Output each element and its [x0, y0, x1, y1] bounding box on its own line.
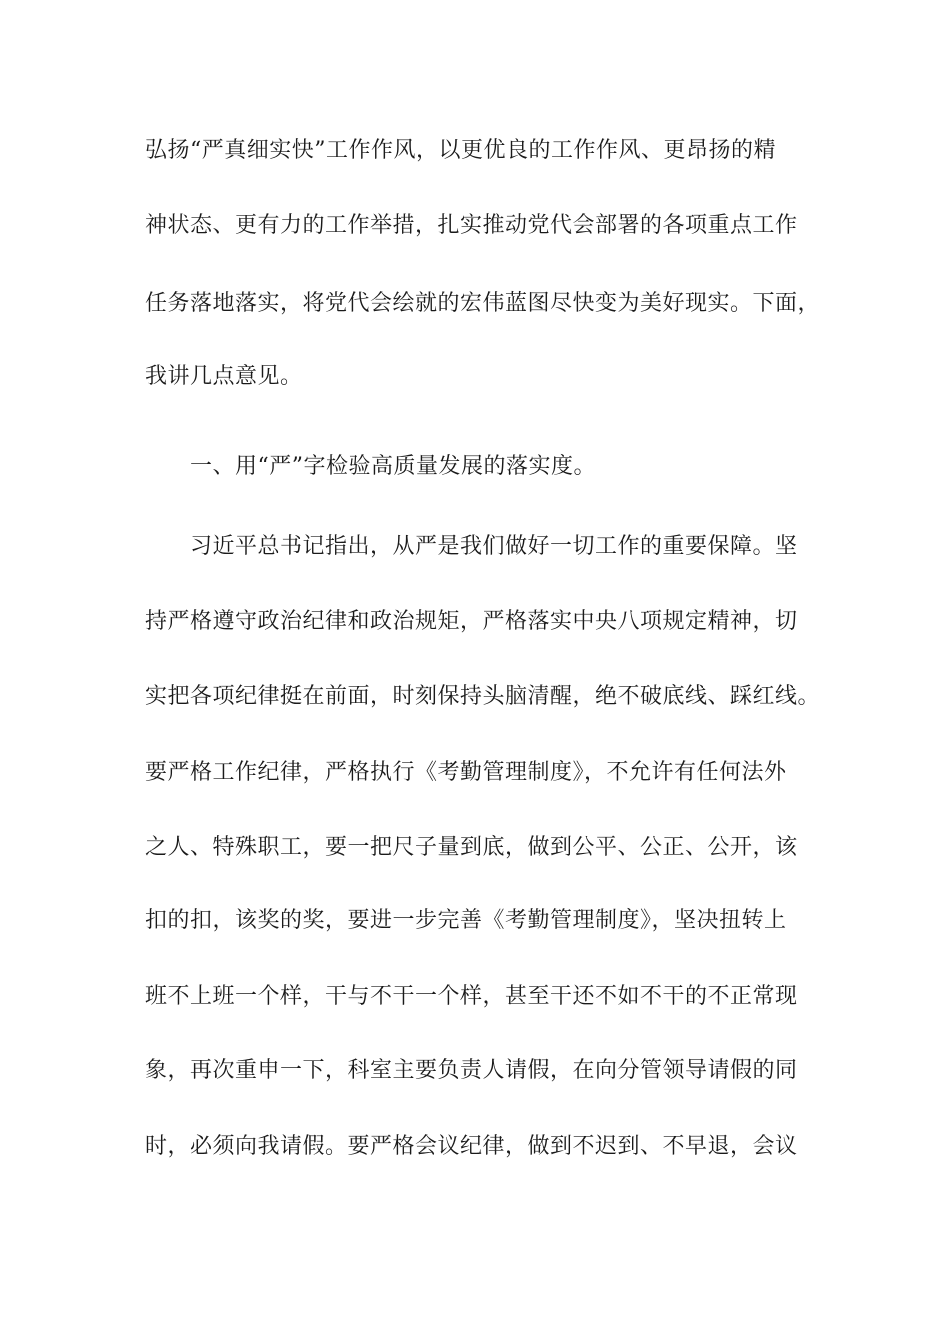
- text-line: 习近平总书记指出，从严是我们做好一切工作的重要保障。坚: [190, 534, 798, 559]
- text-line: 扣的扣，该奖的奖，要进一步完善《考勤管理制度》，坚决扭转上: [145, 908, 787, 933]
- text-line: 象，再次重申一下，科室主要负责人请假，在向分管领导请假的同: [145, 1058, 798, 1083]
- text-line: 任务落地落实，将党代会绘就的宏伟蓝图尽快变为美好现实。下面，: [145, 291, 821, 316]
- text-line: 时，必须向我请假。要严格会议纪律，做到不迟到、不早退，会议: [145, 1134, 798, 1159]
- section-heading: 一、用“严”字检验高质量发展的落实度。: [190, 454, 596, 479]
- text-line: 之人、特殊职工，要一把尺子量到底，做到公平、公正、公开，该: [145, 835, 798, 860]
- text-line: 持严格遵守政治纪律和政治规矩，严格落实中央八项规定精神，切: [145, 609, 798, 634]
- text-line: 我讲几点意见。: [145, 364, 303, 389]
- text-line: 班不上班一个样，干与不干一个样，甚至干还不如不干的不正常现: [145, 984, 798, 1009]
- text-line: 神状态、更有力的工作举措，扎实推动党代会部署的各项重点工作: [145, 213, 798, 238]
- text-line: 要严格工作纪律，严格执行《考勤管理制度》，不允许有任何法外: [145, 760, 787, 785]
- text-line: 实把各项纪律挺在前面，时刻保持头脑清醒，绝不破底线、踩红线。: [145, 684, 821, 709]
- text-line: 弘扬“严真细实快”工作作风，以更优良的工作作风、更昂扬的精: [145, 138, 776, 163]
